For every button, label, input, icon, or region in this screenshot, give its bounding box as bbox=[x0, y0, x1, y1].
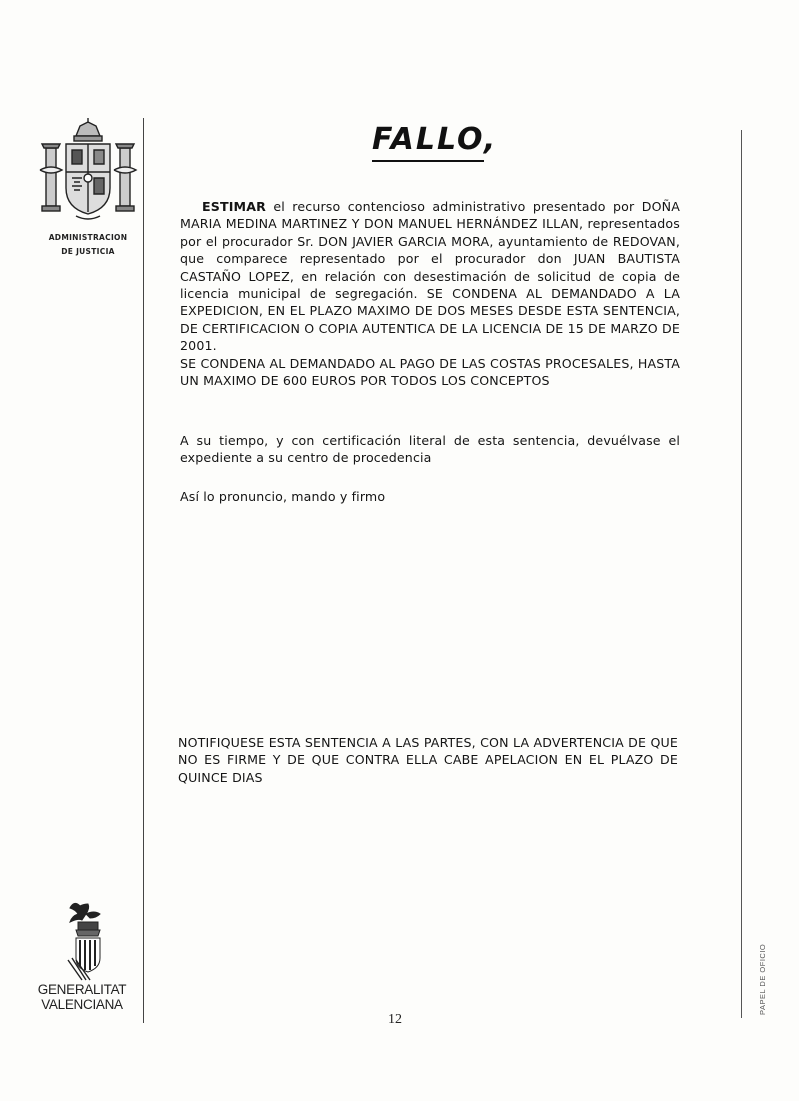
right-margin-rule bbox=[741, 130, 742, 1018]
paper-mark: PAPEL DE OFICIO bbox=[758, 943, 767, 1015]
notification-paragraph: NOTIFIQUESE ESTA SENTENCIA A LAS PARTES, CON LA ADVERTENCIA DE QUE NO ES FIRME Y DE QUE CONTRA ELLA CABE APELACION EN EL PLAZO DE QUINCE DIAS bbox=[178, 735, 678, 785]
coat-of-arms-icon bbox=[36, 118, 140, 224]
costas-text: SE CONDENA AL DEMANDADO AL PAGO DE LAS COSTAS PROCESALES, HASTA UN MAXIMO DE 600 EUROS POR TODOS LOS CONCEPTOS bbox=[180, 355, 680, 389]
section-title: FALLO, bbox=[372, 122, 498, 157]
signature-phrase: Así lo pronuncio, mando y firmo bbox=[180, 489, 386, 504]
ruling-text: el recurso contencioso administrativo presentado por DOÑA MARIA MEDINA MARTINEZ Y DON MANUEL HERNÁNDEZ ILLAN, representados por el procurador Sr. DON JAVIER GARCIA MORA, ayuntamiento de REDOVAN, que comparece representado por el procurador don JUAN BAUTISTA CASTAÑO LOPEZ, en relación con desestimación de solicitud de copia de licencia municipal de segregación. SE CONDENA AL DEMANDADO A LA EXPEDICION, EN EL PLAZO MAXIMO DE DOS MESES DESDE ESTA SENTENCIA, DE CERTIFICACION O COPIA AUTENTICA DE LA LICENCIA DE 15 DE MARZO DE 2001. bbox=[180, 199, 680, 354]
page-number: 12 bbox=[388, 1012, 402, 1027]
administracion-de-justicia-label: ADMINISTRACION DE JUSTICIA bbox=[48, 233, 128, 256]
devolucion-paragraph: A su tiempo, y con certificación literal de esta sentencia, devuélvase el expediente a su centro de procedencia bbox=[180, 433, 680, 466]
generalitat-emblem-icon bbox=[60, 900, 116, 982]
title-underline bbox=[372, 160, 484, 162]
ruling-paragraph bbox=[180, 198, 680, 389]
estimar-keyword: ESTIMAR bbox=[202, 199, 266, 214]
generalitat-valenciana-logo-text: GENERALITAT VALENCIANA bbox=[37, 982, 127, 1012]
